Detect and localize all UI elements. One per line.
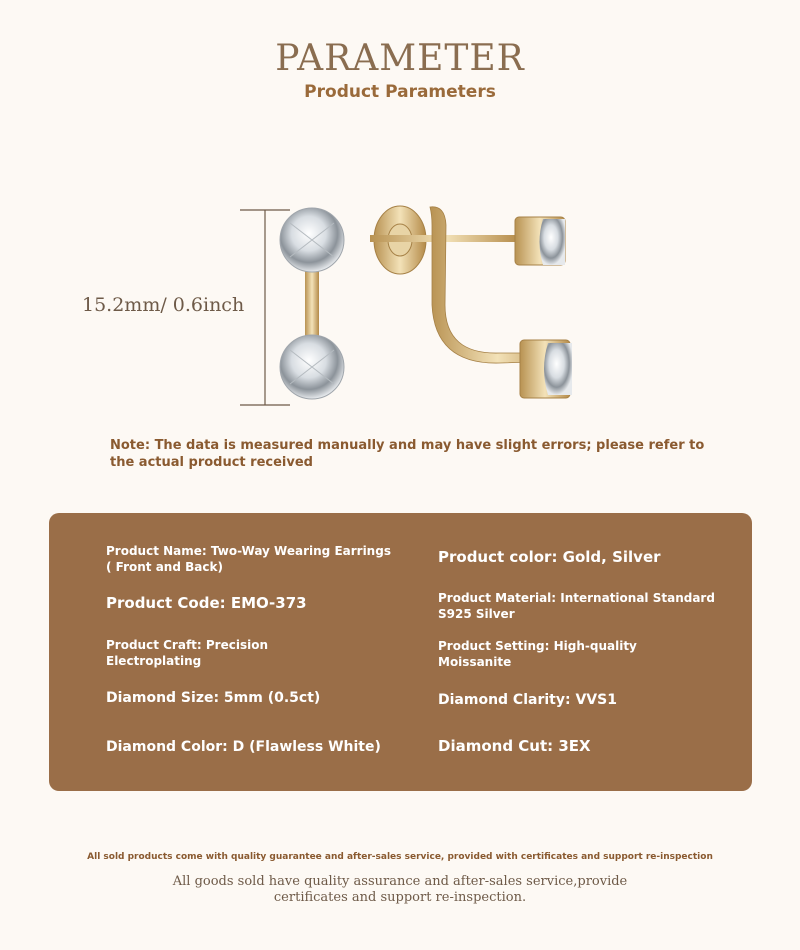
footer-guarantee-main: All goods sold have quality assurance and after-sales service,provide certificates and support re-inspection. bbox=[172, 874, 628, 905]
spec-diamond-cut: Diamond Cut: 3EX bbox=[438, 737, 591, 755]
page-title: PARAMETER bbox=[275, 38, 525, 79]
page-subtitle: Product Parameters bbox=[304, 82, 496, 102]
footer-guarantee-small: All sold products come with quality guarantee and after-sales service, provided with certificates and support re-inspection bbox=[87, 852, 713, 862]
spec-diamond-color: Diamond Color: D (Flawless White) bbox=[106, 739, 381, 755]
measurement-label: 15.2mm/ 0.6inch bbox=[82, 294, 245, 316]
spec-product-material: Product Material: International Standard S925 Silver bbox=[438, 591, 715, 621]
spec-product-craft: Product Craft: Precision Electroplating bbox=[106, 638, 268, 668]
spec-product-setting: Product Setting: High-quality Moissanite bbox=[438, 639, 637, 669]
spec-diamond-clarity: Diamond Clarity: VVS1 bbox=[438, 692, 617, 708]
side-earring bbox=[370, 206, 572, 398]
spec-product-color: Product color: Gold, Silver bbox=[438, 548, 661, 566]
spec-diamond-size: Diamond Size: 5mm (0.5ct) bbox=[106, 690, 321, 706]
spec-product-name: Product Name: Two-Way Wearing Earrings ( Front and Back) bbox=[106, 544, 391, 574]
front-earring bbox=[280, 208, 344, 399]
spec-product-code: Product Code: EMO-373 bbox=[106, 594, 307, 612]
measurement-note: Note: The data is measured manually and may have slight errors; please refer to the actual product received bbox=[110, 438, 705, 470]
specs-panel bbox=[49, 513, 752, 791]
